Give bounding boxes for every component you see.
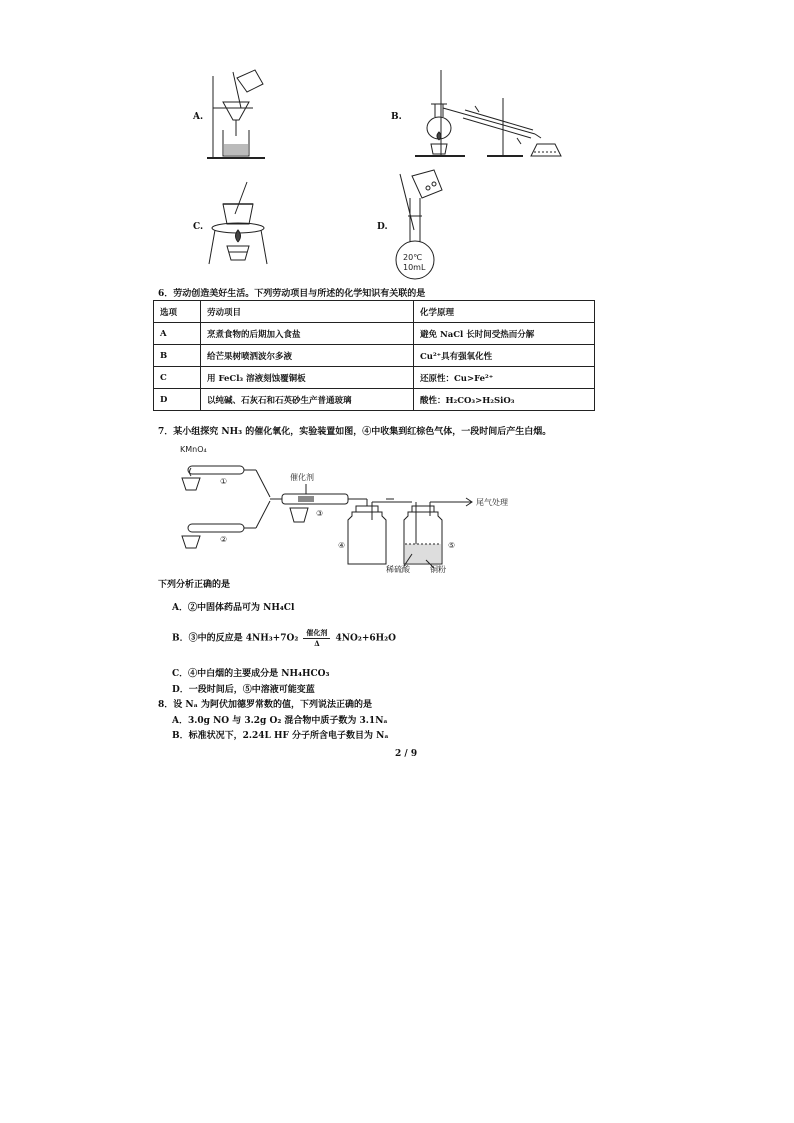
figure-c-evaporation: [205, 180, 275, 270]
figure-b-distillation: [405, 68, 570, 163]
row-c-principle: 还原性：Cu>Fe²⁺: [414, 367, 595, 389]
q8-option-a: A．3.0g NO 与 3.2g O₂ 混合物中质子数为 3.1Nₐ: [172, 716, 388, 726]
num-1: ①: [220, 477, 228, 486]
table-row: [154, 323, 595, 345]
q7-title: 7．某小组探究 NH₃ 的催化氧化，实验装置如图，④中收集到红棕色气体，一段时间后产生白烟。: [158, 427, 552, 437]
row-d-item: 以纯碱、石灰石和石英砂生产普通玻璃: [201, 389, 414, 411]
row-d-option: D: [154, 389, 201, 411]
q7-option-c: C．④中白烟的主要成分是 NH₄HCO₃: [172, 669, 330, 679]
num-5: ⑤: [448, 541, 456, 550]
row-a-option: A: [154, 323, 201, 345]
label-c: C.: [193, 222, 204, 232]
header-principle: 化学原理: [414, 301, 595, 323]
row-c-item: 用 FeCl₃ 溶液刻蚀覆铜板: [201, 367, 414, 389]
figure-a-filtration: [205, 68, 275, 163]
label-a: A.: [193, 112, 204, 122]
header-labor-item: 劳动项目: [201, 301, 414, 323]
q6-table: [153, 300, 595, 411]
q8-option-b: B．标准状况下，2.24L HF 分子所含电子数目为 Nₐ: [172, 731, 389, 741]
kmno4-label: KMnO₄: [180, 445, 207, 454]
q7-option-b-suffix: 4NO₂+6H₂O: [335, 633, 396, 644]
figure-d-volumetric-flask: [390, 170, 465, 280]
q7-prompt: 下列分析正确的是: [158, 580, 231, 590]
catalyst-label: 催化剂: [290, 473, 314, 482]
row-d-principle: 酸性：H₂CO₃>H₂SiO₃: [414, 389, 595, 411]
num-4: ④: [338, 541, 346, 550]
table-row: [154, 367, 595, 389]
dilute-acid-label: 稀硫酸: [386, 565, 410, 574]
exhaust-label: 尾气处理: [476, 498, 508, 507]
row-b-item: 给芒果树喷洒波尔多液: [201, 345, 414, 367]
q7-option-b: [172, 628, 396, 648]
row-a-principle: 避免 NaCl 长时间受热而分解: [414, 323, 595, 345]
label-d: D.: [377, 222, 388, 232]
condition-catalyst: 催化剂: [303, 628, 330, 639]
q7-option-a: A．②中固体药品可为 NH₄Cl: [172, 603, 295, 613]
page-number: 2 / 9: [395, 749, 418, 759]
num-2: ②: [220, 535, 228, 544]
q8-title: 8．设 Nₐ 为阿伏加德罗常数的值，下列说法正确的是: [158, 700, 372, 710]
table-header-row: [154, 301, 595, 323]
row-b-option: B: [154, 345, 201, 367]
reaction-condition: [303, 628, 330, 648]
q7-option-d: D．一段时间后，⑤中溶液可能变蓝: [172, 685, 315, 695]
table-row: [154, 389, 595, 411]
table-row: [154, 345, 595, 367]
row-a-item: 烹煮食物的后期加入食盐: [201, 323, 414, 345]
num-3: ③: [316, 509, 324, 518]
header-option: 选项: [154, 301, 201, 323]
q7-option-b-prefix: B．③中的反应是 4NH₃+7O₂: [172, 633, 299, 644]
condition-heat: Δ: [314, 639, 320, 648]
q7-apparatus-diagram: [172, 440, 532, 575]
flask-temp: 20℃: [403, 253, 423, 262]
q6-title: 6．劳动创造美好生活。下列劳动项目与所述的化学知识有关联的是: [158, 289, 426, 299]
row-b-principle: Cu²⁺具有强氧化性: [414, 345, 595, 367]
label-b: B.: [391, 112, 402, 122]
row-c-option: C: [154, 367, 201, 389]
copper-label: 铜粉: [430, 565, 446, 574]
flask-volume: 10mL: [403, 263, 426, 272]
